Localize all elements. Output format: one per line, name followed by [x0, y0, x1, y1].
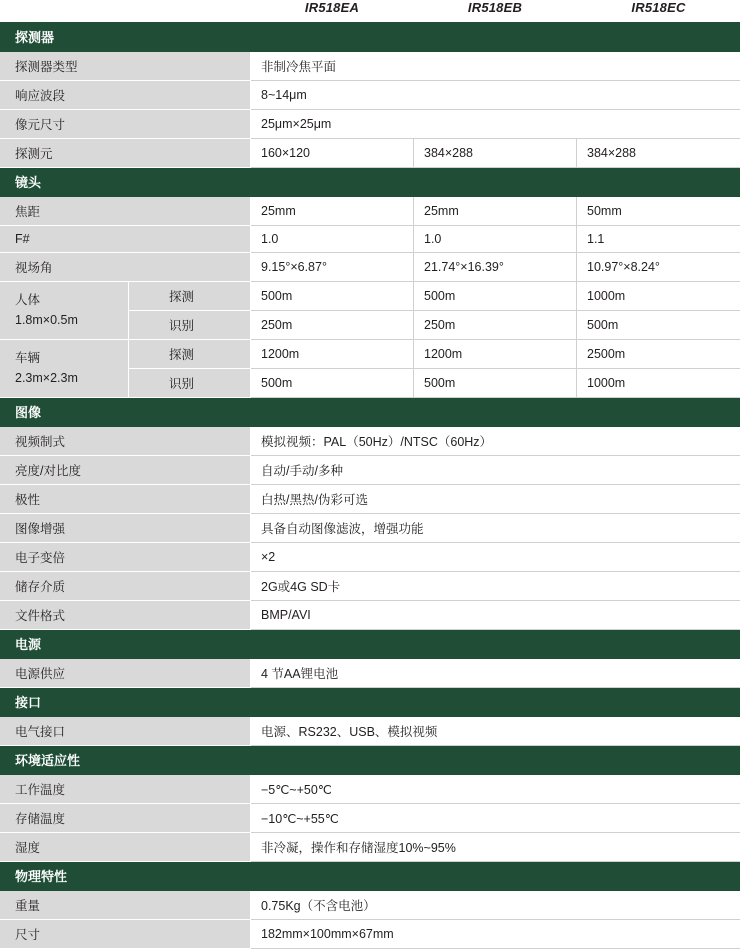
row-value-a: 9.15°×6.87° — [251, 253, 414, 282]
table-row — [1, 775, 740, 804]
row-value-a: 1.0 — [251, 226, 414, 253]
table-row — [1, 920, 740, 949]
table-row — [1, 81, 740, 110]
row-value-all: 模拟视频：PAL（50Hz）/NTSC（60Hz） — [251, 427, 740, 456]
table-row — [1, 717, 740, 746]
table-row — [1, 139, 740, 168]
row-value-all: 8~14μm — [251, 81, 740, 110]
table-row — [1, 282, 740, 311]
row-value-all: 4 节AA锂电池 — [251, 659, 740, 688]
table-row — [1, 52, 740, 81]
section-header-physical: 物理特性 — [1, 862, 740, 891]
row-value-c: 500m — [577, 311, 740, 340]
table-row — [1, 226, 740, 253]
table-row — [1, 427, 740, 456]
table-row — [1, 197, 740, 226]
row-value-all: 182mm×100mm×67mm — [251, 920, 740, 949]
model-header-spacer — [1, 0, 251, 23]
row-value-all: 具备自动图像滤波，增强功能 — [251, 514, 740, 543]
section-header-lens: 镜头 — [1, 168, 740, 197]
group-label-line1: 人体 — [15, 293, 40, 307]
row-label: 工作温度 — [1, 775, 251, 804]
group-label-human — [1, 282, 129, 340]
row-label: 尺寸 — [1, 920, 251, 949]
table-row — [1, 804, 740, 833]
table-row — [1, 572, 740, 601]
row-value-all: BMP/AVI — [251, 601, 740, 630]
sub-label: 探测 — [129, 340, 251, 369]
table-row — [1, 601, 740, 630]
group-label-line1: 车辆 — [15, 351, 40, 365]
model-header-b: IR518EB — [414, 0, 577, 23]
row-value-all: 2G或4G SD卡 — [251, 572, 740, 601]
row-value-a: 1200m — [251, 340, 414, 369]
row-label: 视频制式 — [1, 427, 251, 456]
section-header-detector: 探测器 — [1, 23, 740, 52]
row-value-c: 1000m — [577, 369, 740, 398]
row-label: 湿度 — [1, 833, 251, 862]
row-value-b: 1200m — [414, 340, 577, 369]
table-row — [1, 110, 740, 139]
group-label-vehicle — [1, 340, 129, 398]
row-label: 存储温度 — [1, 804, 251, 833]
row-label: F# — [1, 226, 251, 253]
table-row — [1, 543, 740, 572]
row-value-all: −5℃~+50℃ — [251, 775, 740, 804]
row-value-a: 500m — [251, 369, 414, 398]
row-value-c: 1000m — [577, 282, 740, 311]
row-label: 电子变倍 — [1, 543, 251, 572]
row-label: 文件格式 — [1, 601, 251, 630]
group-label-line2: 2.3m×2.3m — [15, 369, 128, 388]
row-label: 极性 — [1, 485, 251, 514]
sub-label: 识别 — [129, 369, 251, 398]
table-row — [1, 485, 740, 514]
row-label: 重量 — [1, 891, 251, 920]
row-value-all: −10℃~+55℃ — [251, 804, 740, 833]
row-value-a: 500m — [251, 282, 414, 311]
table-row — [1, 514, 740, 543]
row-value-a: 250m — [251, 311, 414, 340]
row-value-b: 250m — [414, 311, 577, 340]
table-row — [1, 340, 740, 369]
row-value-all: ×2 — [251, 543, 740, 572]
row-value-all: 0.75Kg（不含电池） — [251, 891, 740, 920]
row-label: 探测器类型 — [1, 52, 251, 81]
row-value-c: 50mm — [577, 197, 740, 226]
row-value-c: 10.97°×8.24° — [577, 253, 740, 282]
row-label: 视场角 — [1, 253, 251, 282]
row-value-a: 160×120 — [251, 139, 414, 168]
row-label: 响应波段 — [1, 81, 251, 110]
model-header-a: IR518EA — [251, 0, 414, 23]
row-value-all: 非制冷焦平面 — [251, 52, 740, 81]
row-value-all: 白热/黑热/伪彩可选 — [251, 485, 740, 514]
row-label: 像元尺寸 — [1, 110, 251, 139]
group-label-line2: 1.8m×0.5m — [15, 311, 128, 330]
section-header-environment: 环境适应性 — [1, 746, 740, 775]
row-value-b: 25mm — [414, 197, 577, 226]
table-row — [1, 833, 740, 862]
table-row — [1, 456, 740, 485]
row-value-b: 384×288 — [414, 139, 577, 168]
row-label: 电气接口 — [1, 717, 251, 746]
row-value-b: 500m — [414, 282, 577, 311]
section-header-power: 电源 — [1, 630, 740, 659]
row-value-a: 25mm — [251, 197, 414, 226]
row-value-all: 25μm×25μm — [251, 110, 740, 139]
row-label: 亮度/对比度 — [1, 456, 251, 485]
row-value-c: 1.1 — [577, 226, 740, 253]
section-header-interface: 接口 — [1, 688, 740, 717]
table-row — [1, 891, 740, 920]
model-header-c: IR518EC — [577, 0, 740, 23]
row-label: 图像增强 — [1, 514, 251, 543]
row-value-all: 自动/手动/多种 — [251, 456, 740, 485]
row-value-c: 384×288 — [577, 139, 740, 168]
row-label: 储存介质 — [1, 572, 251, 601]
table-row — [1, 659, 740, 688]
row-value-all: 电源、RS232、USB、模拟视频 — [251, 717, 740, 746]
row-value-b: 1.0 — [414, 226, 577, 253]
row-value-b: 500m — [414, 369, 577, 398]
section-header-image: 图像 — [1, 398, 740, 427]
model-header-row — [1, 0, 740, 23]
row-value-b: 21.74°×16.39° — [414, 253, 577, 282]
row-value-c: 2500m — [577, 340, 740, 369]
table-row — [1, 253, 740, 282]
row-label: 焦距 — [1, 197, 251, 226]
sub-label: 识别 — [129, 311, 251, 340]
row-label: 电源供应 — [1, 659, 251, 688]
row-value-all: 非冷凝，操作和存储湿度10%~95% — [251, 833, 740, 862]
sub-label: 探测 — [129, 282, 251, 311]
row-label: 探测元 — [1, 139, 251, 168]
